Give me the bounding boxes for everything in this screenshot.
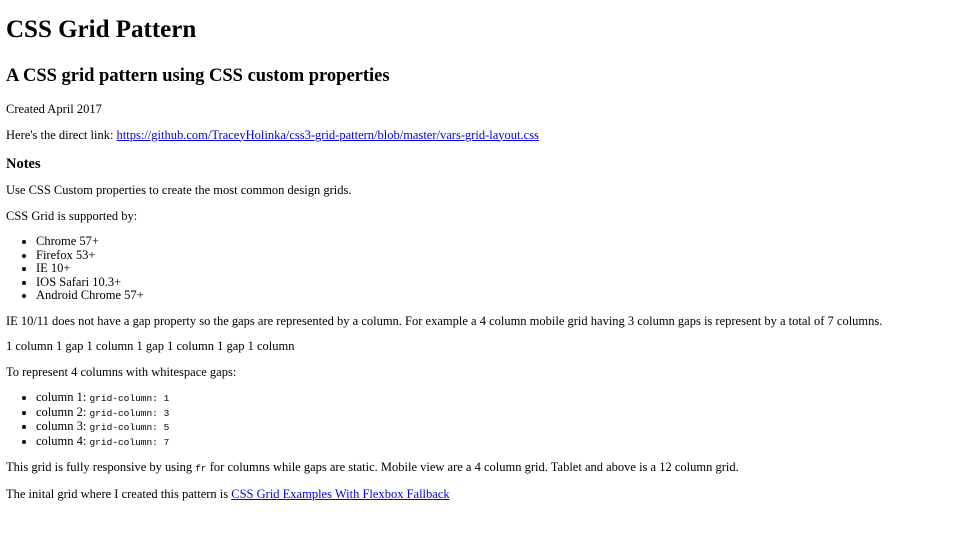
column-label: column 1: bbox=[36, 390, 90, 404]
gap-pattern: 1 column 1 gap 1 column 1 gap 1 column 1 gap 1 column bbox=[6, 339, 295, 353]
browser-list bbox=[6, 235, 954, 303]
responsive-text-after: for columns while gaps are static. Mobile view are a 4 column grid. Tablet and above is a 12 column grid. bbox=[206, 460, 739, 474]
browser-item: • IOS Safari 10.3+ bbox=[36, 276, 954, 290]
column-item bbox=[36, 391, 954, 406]
flexbox-fallback-link[interactable]: CSS Grid Examples With Flexbox Fallback bbox=[231, 486, 450, 501]
created-date: Created April 2017 bbox=[6, 102, 102, 116]
direct-link-paragraph bbox=[6, 129, 954, 143]
page-subtitle: A CSS grid pattern using CSS custom properties bbox=[6, 66, 390, 86]
direct-link-prefix: Here's the direct link: bbox=[6, 127, 117, 142]
notes-intro: Use CSS Custom properties to create the most common design grids. bbox=[6, 183, 352, 197]
column-code: grid-column: 7 bbox=[89, 436, 170, 448]
notes-heading: Notes bbox=[6, 156, 41, 172]
column-item bbox=[36, 420, 954, 435]
column-label: column 2: bbox=[36, 404, 90, 419]
initial-grid-paragraph bbox=[6, 488, 954, 502]
column-code: grid-column: 5 bbox=[89, 422, 170, 433]
browser-item: • Android Chrome 57+ bbox=[36, 289, 954, 303]
supported-label: CSS Grid is supported by: bbox=[6, 208, 138, 223]
page-title: CSS Grid Pattern bbox=[6, 16, 197, 43]
browser-item: • IE 10+ bbox=[36, 262, 954, 276]
column-label: column 3: bbox=[36, 419, 90, 433]
ie-note: IE 10/11 does not have a gap property so the gaps are represented by a column. For example a 4 column mobile grid having 3 column gaps is represent by a total of 7 columns. bbox=[6, 313, 883, 328]
column-code: grid-column: 3 bbox=[89, 407, 170, 419]
column-item bbox=[36, 435, 954, 450]
whitespace-label: To represent 4 columns with whitespace gaps: bbox=[6, 364, 237, 379]
initial-grid-prefix: The inital grid where I created this pattern is bbox=[6, 486, 232, 501]
column-label: column 4: bbox=[36, 433, 90, 448]
browser-item: • Chrome 57+ bbox=[36, 235, 954, 249]
column-item bbox=[36, 406, 954, 421]
responsive-note bbox=[6, 461, 954, 476]
column-list bbox=[6, 391, 954, 449]
fr-code: fr bbox=[195, 463, 207, 474]
responsive-text-before: This grid is fully responsive by using bbox=[6, 460, 196, 474]
browser-item: • Firefox 53+ bbox=[36, 249, 954, 263]
column-code: grid-column: 1 bbox=[89, 393, 170, 404]
direct-link[interactable]: https://github.com/TraceyHolinka/css3-grid-pattern/blob/master/vars-grid-layout.css bbox=[116, 127, 539, 142]
